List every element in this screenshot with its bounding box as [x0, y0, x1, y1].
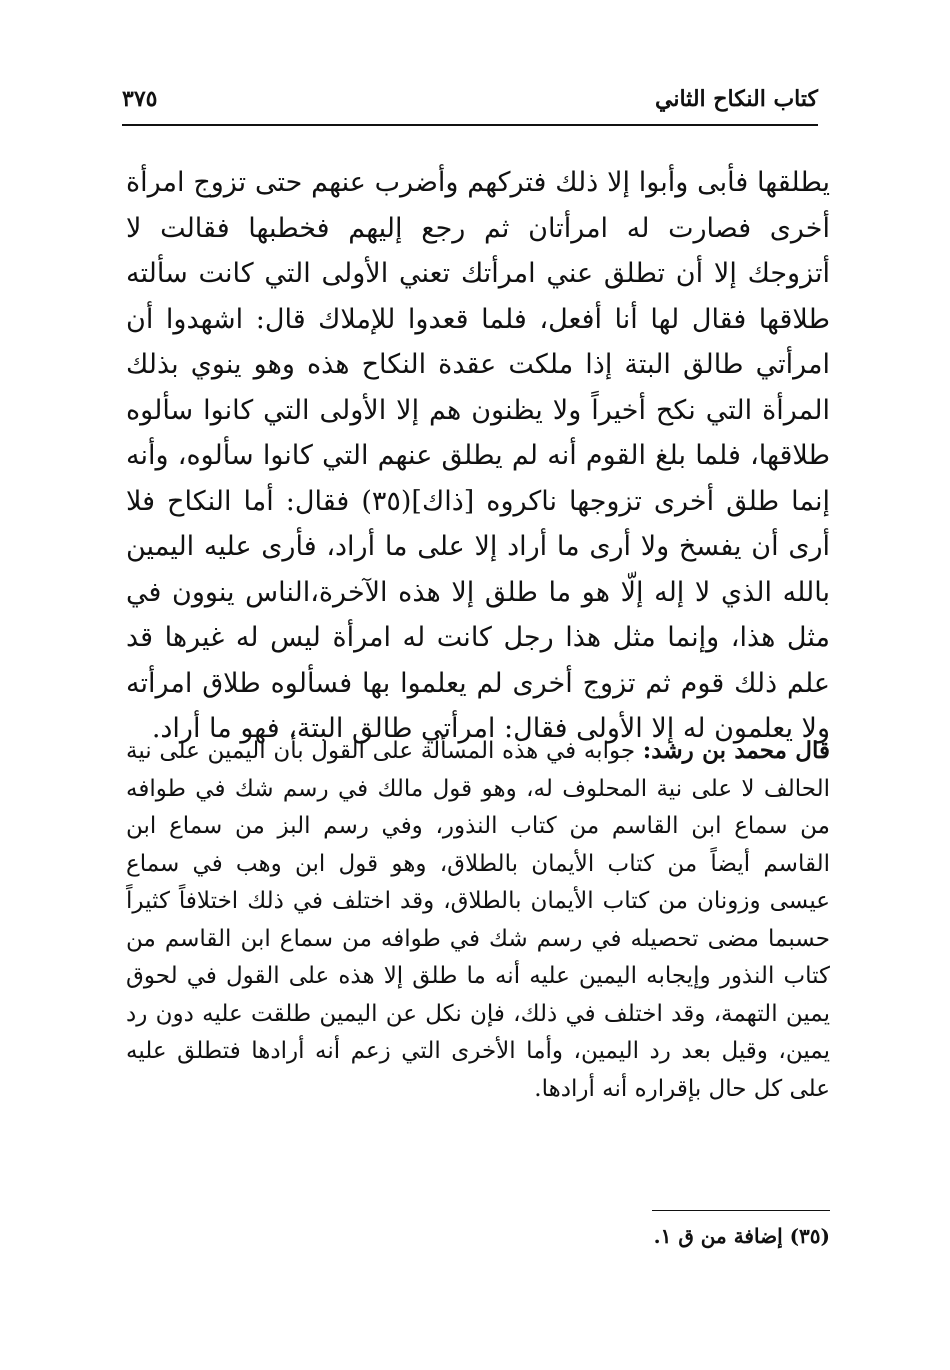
commentary-speaker: قال محمد بن رشد:: [642, 737, 830, 764]
main-text-paragraph-1: يطلقها فأبى وأبوا إلا ذلك فتركهم وأضرب عنهم حتى تزوج امرأة أخرى فصارت له امرأتان ثم رجع إليهم فخطبها فقالت لا أتزوجك إلا أن تطلق عني امرأتك تعني الأولى التي كانت سألته طلاقها فقال لها أنا أفعل، فلما قعدوا للإملاك قال: اشهدوا أن امرأتي طالق البتة إذا ملكت عقدة النكاح هذه وهو ينوي بذلك المرأة التي نكح أخيراً ولا يظنون هم إلا الأولى التي كانوا سألوه طلاقها، فلما بلغ القوم أنه لم يطلق عنهم التي كانوا سألوه، وأنه إنما طلق أخرى تزوجها ناكروه [ذاك](٣٥) فقال: أما النكاح فلا أرى أن يفسخ ولا أرى ما أراد إلا على ما أراد، فأرى عليه اليمين بالله الذي لا إله إلّا هو ما طلق إلا هذه الآخرة،الناس ينوون في مثل هذا، وإنما مثل هذا رجل كانت له امرأة ليس له غيرها قد علم ذلك قوم ثم تزوج أخرى لم يعلموا بها فسألوه طلاق امرأته ولا يعلمون له إلا الأولى فقال: امرأتي طالق البتة، فهو ما أراد.: [126, 167, 830, 744]
main-text-paragraph-2: [126, 732, 830, 1108]
running-title: كتاب النكاح الثاني: [655, 86, 818, 112]
footnote-rule: [652, 1210, 830, 1211]
footnote: (٣٥) إضافة من ق ١.: [653, 1224, 830, 1248]
page-header: [122, 82, 818, 124]
page-number: ٣٧٥: [122, 86, 158, 112]
commentary-text: جوابه في هذه المسألة على القول بأن اليمين على نية الحالف لا على نية المحلوف له، وهو قول مالك في رسم شك في طوافه من سماع ابن القاسم من كتاب النذور، وفي رسم البز من سماع ابن القاسم أيضاً من كتاب الأيمان بالطلاق، وهو قول ابن وهب في سماع عيسى وزونان من كتاب الأيمان بالطلاق، وقد اختلف في ذلك اختلافاً كثيراً حسبما مضى تحصيله في رسم شك في طوافه من سماع ابن القاسم من كتاب النذور وإيجابه اليمين عليه أنه ما طلق إلا هذه على القول في لحوق يمين التهمة، وقد اختلف في ذلك، فإن نكل عن اليمين طلقت عليه دون رد يمين، وقيل بعد رد اليمين، وأما الأخرى التي زعم أنه أرادها فتطلق عليه على كل حال بإقراره أنه أرادها.: [126, 738, 830, 1102]
header-rule: [122, 124, 818, 126]
